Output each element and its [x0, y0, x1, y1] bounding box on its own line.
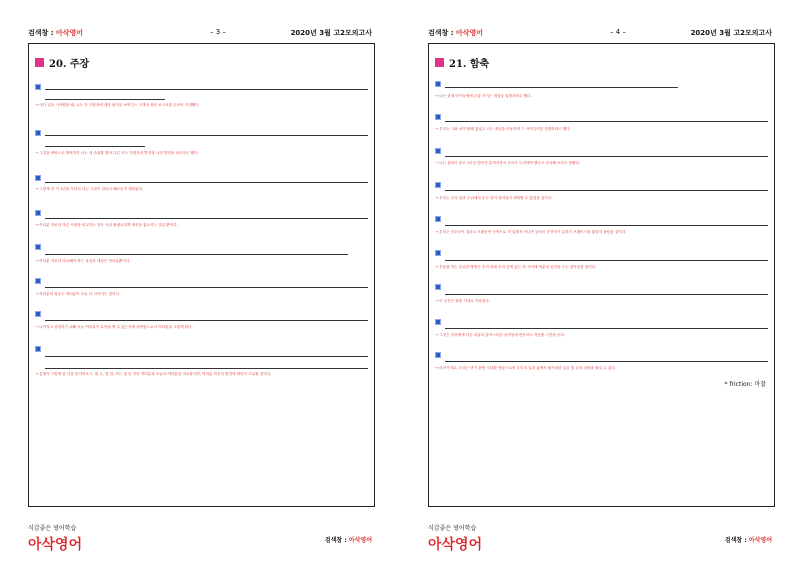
page-header	[28, 26, 372, 40]
blue-box-icon	[435, 182, 441, 188]
footer-slogan: 식감좋은 영어학습	[28, 525, 77, 532]
header-search-label: 검색창 : 아삭영어	[428, 29, 484, 37]
blue-box-icon	[35, 175, 41, 181]
answer-line[interactable]	[445, 260, 768, 261]
blue-box-icon	[35, 84, 41, 90]
translation-text: → 나아지고 성장하기 위해 오늘 여러분이 무엇을 할 수 있는가에 집중함으로서 여러분을 그렇게 한다.	[35, 325, 193, 329]
answer-line[interactable]	[45, 356, 368, 357]
answer-line[interactable]	[45, 254, 348, 255]
answer-line[interactable]	[45, 218, 368, 219]
translation-text: → 마찬가지로, 우리는 만기 완충 지대를 만듦으로써 우리의 일과 삶에서 불가피한 일들 및 돈의 마찰을 줄일 수 있다.	[435, 366, 616, 370]
translation-text: → 우리는 신호등이 얼마나 오랫동안 녹색으로 켜 있을지 아니면 앞차의 순전자가 갑자기 브레이크를 밟을지 몰랐을 것이다.	[435, 230, 627, 234]
blue-box-icon	[435, 81, 441, 87]
answer-line[interactable]	[45, 146, 145, 147]
footer-search-label: 검색창 : 아삭영어	[324, 537, 372, 544]
blue-box-icon	[435, 250, 441, 256]
answer-line[interactable]	[445, 294, 768, 295]
answer-line[interactable]	[445, 156, 768, 157]
blue-box-icon	[435, 216, 441, 222]
section-title: 20. 주장	[35, 55, 89, 70]
page-number: – 3 –	[210, 28, 226, 36]
answer-line[interactable]	[445, 87, 678, 88]
section-title: 21. 함축	[435, 55, 489, 70]
answer-line[interactable]	[445, 121, 768, 122]
page-4	[400, 0, 800, 566]
blue-box-icon	[35, 244, 41, 250]
translation-text: → 우리는 우리 앞과 주위에서 무슨 일이 일어날지 계획할 수 없었을 것이다.	[435, 196, 553, 200]
pink-square-icon	[435, 58, 444, 67]
blue-box-icon	[35, 278, 41, 284]
translation-text: → 총명이 그렇게 한 다음 돌이켜보고, 몇 주, 몇 달, 또는 몇 년 전의 여러분과 오늘의 여러분을 비교한다면, 여러분 자신의 발전에 대단히 고무될 것이다.	[35, 372, 272, 376]
brand-logo: 아삭영어	[28, 537, 83, 553]
page-header	[428, 26, 772, 40]
translation-text: → 그렇게 한 지 1년을 지나서 나는 그것이 얼마나 해로운지 깨달았다.	[35, 187, 144, 191]
translation-text: → 여러분 자신과 다른 사람을 비교하는 것은 사실 불필요하게 정신을 흩트리는 것일 뿐이다.	[35, 223, 178, 227]
translation-text: → 우리는 그와 차이 할께 있었고 나는 게임을 이용하여 그 아이디어를 설명하려고 했다.	[435, 127, 571, 131]
blue-box-icon	[435, 114, 441, 120]
translation-text: → 나는 접촉이 잘고 1마일 떨어진 휴게지까지 우리가 도전하며 했다고 상상해 보라고 말했다.	[435, 161, 581, 165]
translation-text: → 그것은 우리에게 다른 차들의 갑작스러운 움직임에 반응하고 적응할 시간을 준다.	[435, 333, 566, 337]
answer-line[interactable]	[45, 89, 368, 90]
answer-line[interactable]	[45, 320, 368, 321]
translation-text: → 내가 일을 시작했을 때, 나는 각 지원자에 대한 평가를 보여주는 고객의 장단 보고서를 손보아 기대했다.	[35, 103, 200, 107]
blue-box-icon	[35, 130, 41, 136]
answer-line[interactable]	[445, 225, 768, 226]
blue-box-icon	[35, 346, 41, 352]
exam-title: 2020년 3월 고2모의고사	[290, 29, 372, 37]
answer-line[interactable]	[45, 99, 165, 100]
answer-line[interactable]	[445, 190, 768, 191]
blue-box-icon	[435, 284, 441, 290]
translation-text: → 여러분 자신과 비교해야 하는 유일한 대상은 여러분뿐이다.	[35, 259, 131, 263]
translation-text: → 이 공간은 완충 지대로 작용한다.	[435, 299, 490, 303]
answer-line[interactable]	[45, 182, 368, 183]
answer-line[interactable]	[445, 361, 768, 362]
answer-line[interactable]	[445, 328, 768, 329]
exam-title: 2020년 3월 고2모의고사	[690, 29, 772, 37]
page-footer	[428, 521, 772, 557]
footnote: * friction: 마찰	[724, 381, 766, 388]
page-footer	[28, 521, 372, 557]
translation-text: → 그것을 바탕으로 받아하기 나는 내 순위를 찾아 다른 모든 지원자의 발전과 나의 발전을 비교하곤 했다.	[35, 151, 199, 155]
blue-box-icon	[35, 210, 41, 216]
translation-text: → 나는 한때 아이들에게 돈을 지키는 개념을 설명하려고 했다.	[435, 94, 532, 98]
header-search-label: 검색창 : 아삭영어	[28, 29, 84, 37]
page-number: – 4 –	[610, 28, 626, 36]
content-box	[28, 43, 375, 507]
answer-line[interactable]	[45, 287, 368, 288]
answer-line[interactable]	[45, 368, 368, 369]
answer-line[interactable]	[45, 135, 368, 136]
translation-text: → 여러분의 임무는 여러분이 오늘 더 나아지는 것이다.	[35, 292, 121, 296]
pink-square-icon	[35, 58, 44, 67]
blue-box-icon	[35, 311, 41, 317]
blue-box-icon	[435, 148, 441, 154]
blue-box-icon	[435, 352, 441, 358]
blue-box-icon	[435, 319, 441, 325]
brand-logo: 아삭영어	[428, 537, 483, 553]
content-box	[428, 43, 775, 507]
footer-search-label: 검색창 : 아삭영어	[724, 537, 772, 544]
translation-text: → 후물을 막는 유일한 방법은 우리 차와 우리 앞에 있는 차 사이에 여분의 공간을 두는 것이었을 것이다.	[435, 265, 597, 269]
footer-slogan: 식감좋은 영어학습	[428, 525, 477, 532]
